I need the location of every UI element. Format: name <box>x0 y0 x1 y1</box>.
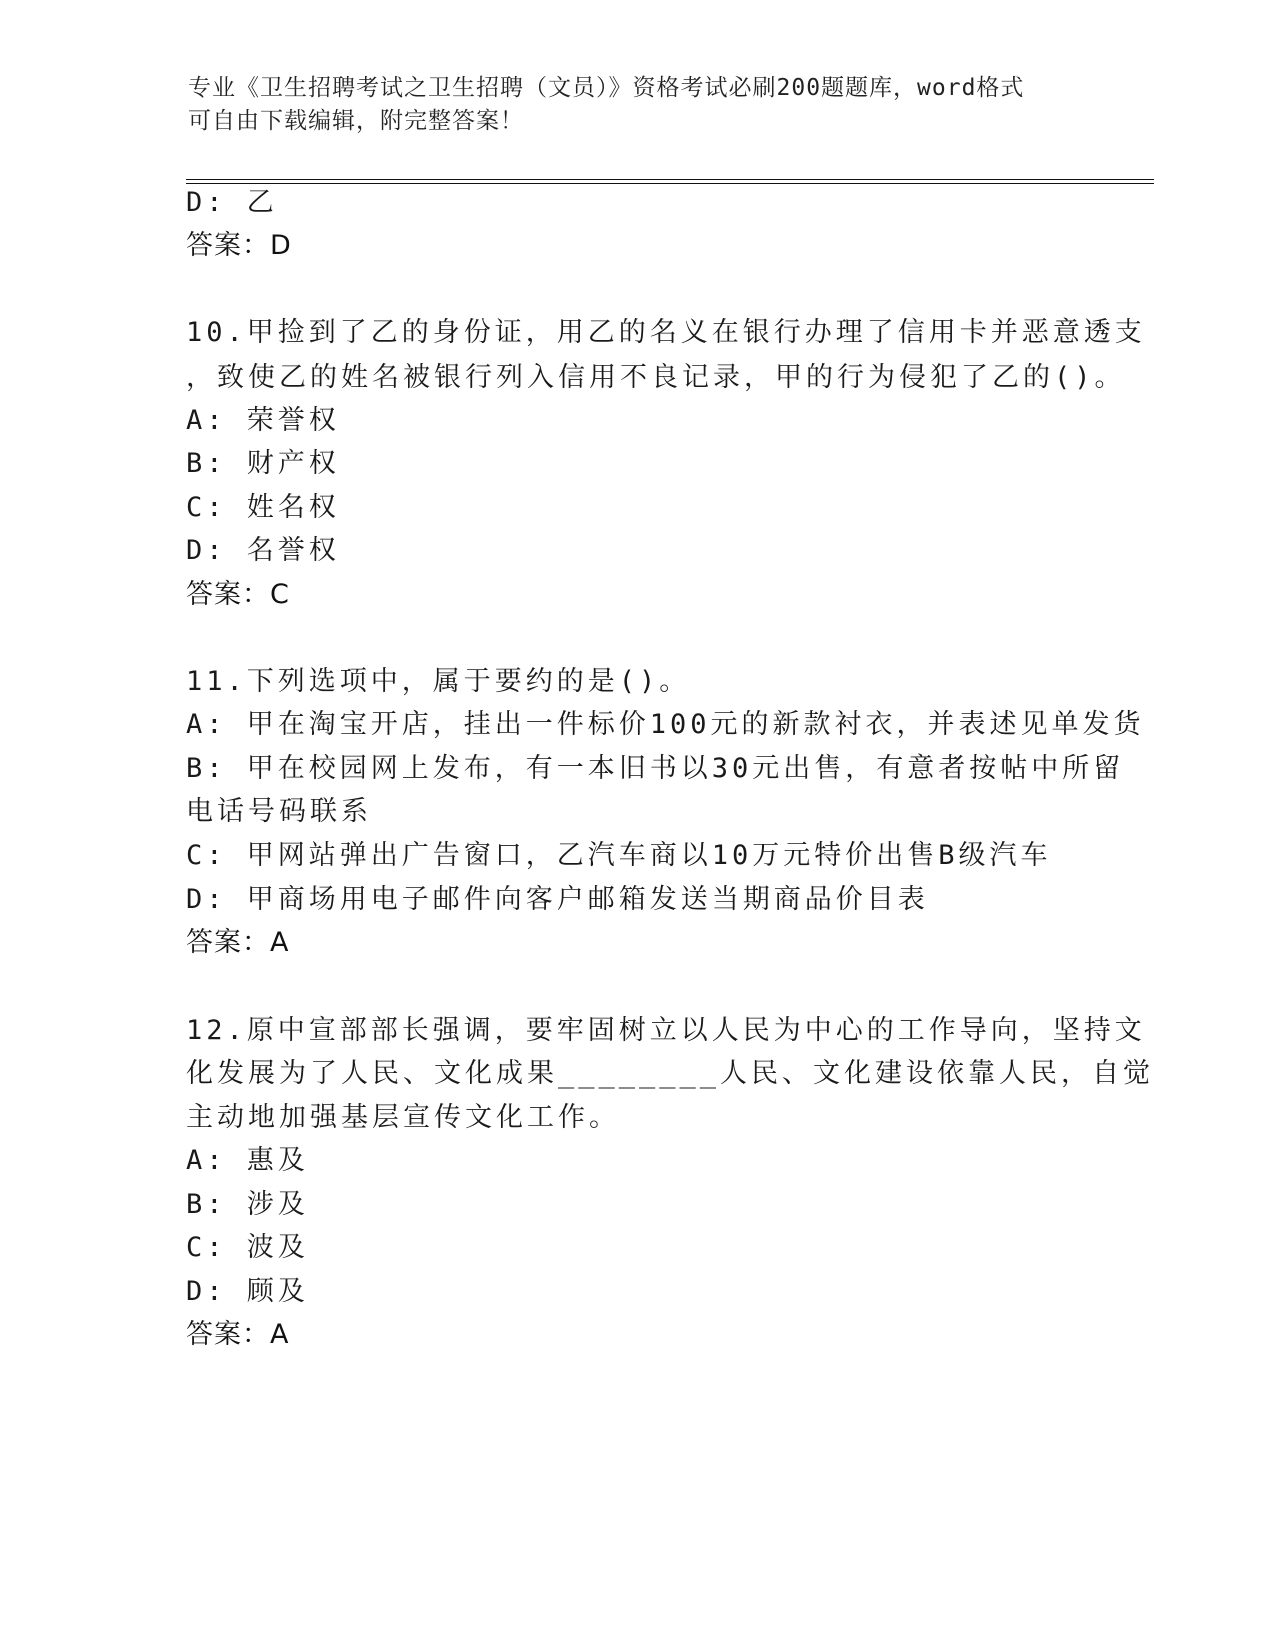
prev-answer: 答案：D <box>186 230 292 261</box>
option-a: A: 惠及 <box>186 1145 309 1176</box>
option-b-continuation: 电话号码联系 <box>186 796 372 827</box>
question-stem-line: 10.甲捡到了乙的身份证，用乙的名义在银行办理了信用卡并恶意透支 <box>186 317 1146 348</box>
option-d: D: 顾及 <box>186 1276 309 1307</box>
question-stem-line: 主动地加强基层宣传文化工作。 <box>186 1102 620 1133</box>
header-title-line-2: 可自由下载编辑，附完整答案！ <box>188 108 524 134</box>
option-c: C: 姓名权 <box>186 492 340 523</box>
question-stem-line: ，致使乙的姓名被银行列入信用不良记录，甲的行为侵犯了乙的()。 <box>186 362 1126 393</box>
answer-label: 答案：A <box>186 927 290 958</box>
option-a: A: 甲在淘宝开店，挂出一件标价100元的新款衬衣，并表述见单发货 <box>186 709 1145 740</box>
question-stem-line: 11.下列选项中，属于要约的是()。 <box>186 666 691 697</box>
option-a: A: 荣誉权 <box>186 405 340 436</box>
answer-label: 答案：C <box>186 579 290 610</box>
option-b: B: 财产权 <box>186 448 340 479</box>
option-c: C: 波及 <box>186 1232 309 1263</box>
option-c: C: 甲网站弹出广告窗口，乙汽车商以10万元特价出售B级汽车 <box>186 840 1052 871</box>
prev-option-d: D: 乙 <box>186 187 278 218</box>
option-d: D: 名誉权 <box>186 535 340 566</box>
document-header <box>188 72 1088 138</box>
header-title-line-1: 专业《卫生招聘考试之卫生招聘（文员）》资格考试必刷200题题库，word格式 <box>188 75 1025 101</box>
question-stem-line: 12.原中宣部部长强调，要牢固树立以人民为中心的工作导向，坚持文 <box>186 1015 1146 1046</box>
option-b: B: 涉及 <box>186 1189 309 1220</box>
option-d: D: 甲商场用电子邮件向客户邮箱发送当期商品价目表 <box>186 884 929 915</box>
header-rule-top <box>186 179 1154 180</box>
answer-label: 答案：A <box>186 1319 290 1350</box>
question-stem-line: 化发展为了人民、文化成果________人民、文化建设依靠人民，自觉 <box>186 1058 1155 1089</box>
option-b: B: 甲在校园网上发布，有一本旧书以30元出售，有意者按帖中所留 <box>186 753 1125 784</box>
header-rule-bottom <box>186 183 1154 184</box>
